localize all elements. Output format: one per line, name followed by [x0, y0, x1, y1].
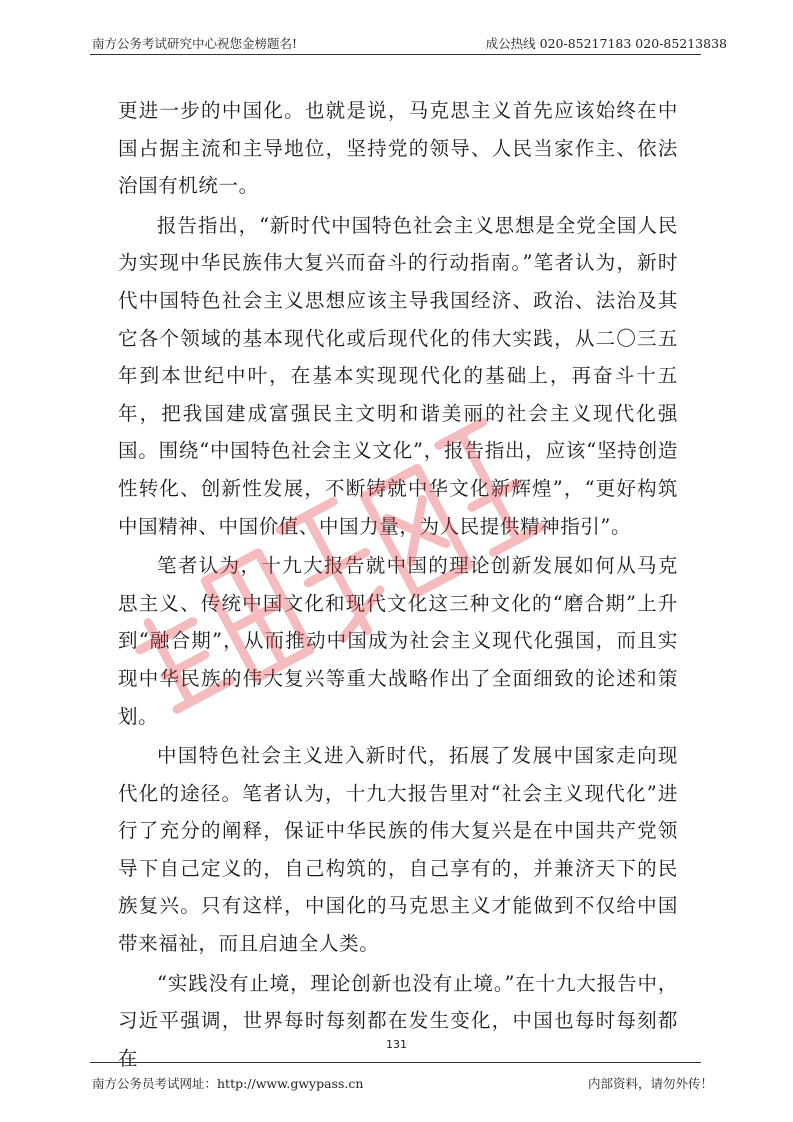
paragraph-2: 报告指出，“新时代中国特色社会主义思想是全党全国人民为实现中华民族伟大复兴而奋斗的行动指南。”笔者认为，新时代中国特色社会主义思想应该主导我国经济、政治、法治及其它各个领域的基本现代化或后现代化的伟大实践，从二〇三五年到本世纪中叶，在基本实现现代化的基础上，再奋斗十五年，把我国建成富强民主文明和谐美丽的社会主义现代化强国。围绕“中国特色社会主义文化”，报告指出，应该“坚持创造性转化、创新性发展，不断铸就中华文化新辉煌”，“更好构筑中国精神、中国价值、中国力量，为人民提供精神指引”。	[118, 213, 678, 538]
paragraph-4: 中国特色社会主义进入新时代，拓展了发展中国家走向现代化的途径。笔者认为，十九大报告里对“社会主义现代化”进行了充分的阐释，保证中华民族的伟大复兴是在中国共产党领导下自己定义的，自己构筑的，自己享有的，并兼济天下的民族复兴。只有这样，中国化的马克思主义才能做到不仅给中国带来福祉，而且启迪全人类。	[118, 744, 678, 956]
document-body	[118, 92, 678, 1079]
paragraph-1: 更进一步的中国化。也就是说，马克思主义首先应该始终在中国占据主流和主导地位，坚持党的领导、人民当家作主、依法治国有机统一。	[118, 99, 678, 198]
footer-divider	[90, 1062, 701, 1063]
page-number: 131	[386, 1038, 407, 1051]
header-slogan: 南方公务考试研究中心祝您金榜题名!	[92, 36, 298, 51]
header-divider	[90, 54, 701, 55]
footer-notice: 内部资料，请勿外传！	[587, 1076, 713, 1091]
paragraph-5: “实践没有止境，理论创新也没有止境。”在十九大报告中，习近平强调，世界每时每刻都在发生变化，中国也每时每刻都在	[118, 971, 678, 1070]
page-footer	[92, 1070, 713, 1092]
paragraph-3: 笔者认为，十九大报告就中国的理论创新发展如何从马克思主义、传统中国文化和现代文化这三种文化的“磨合期”上升到“融合期”，从而推动中国成为社会主义现代化强国，而且实现中华民族的伟大复兴等重大战略作出了全面细致的论述和策划。	[118, 554, 678, 728]
header-hotline: 成公热线 020-85217183 020-85213838	[485, 36, 727, 51]
footer-website: 南方公务员考试网址：http://www.gwypass.cn	[92, 1076, 364, 1091]
page-header	[92, 30, 727, 52]
